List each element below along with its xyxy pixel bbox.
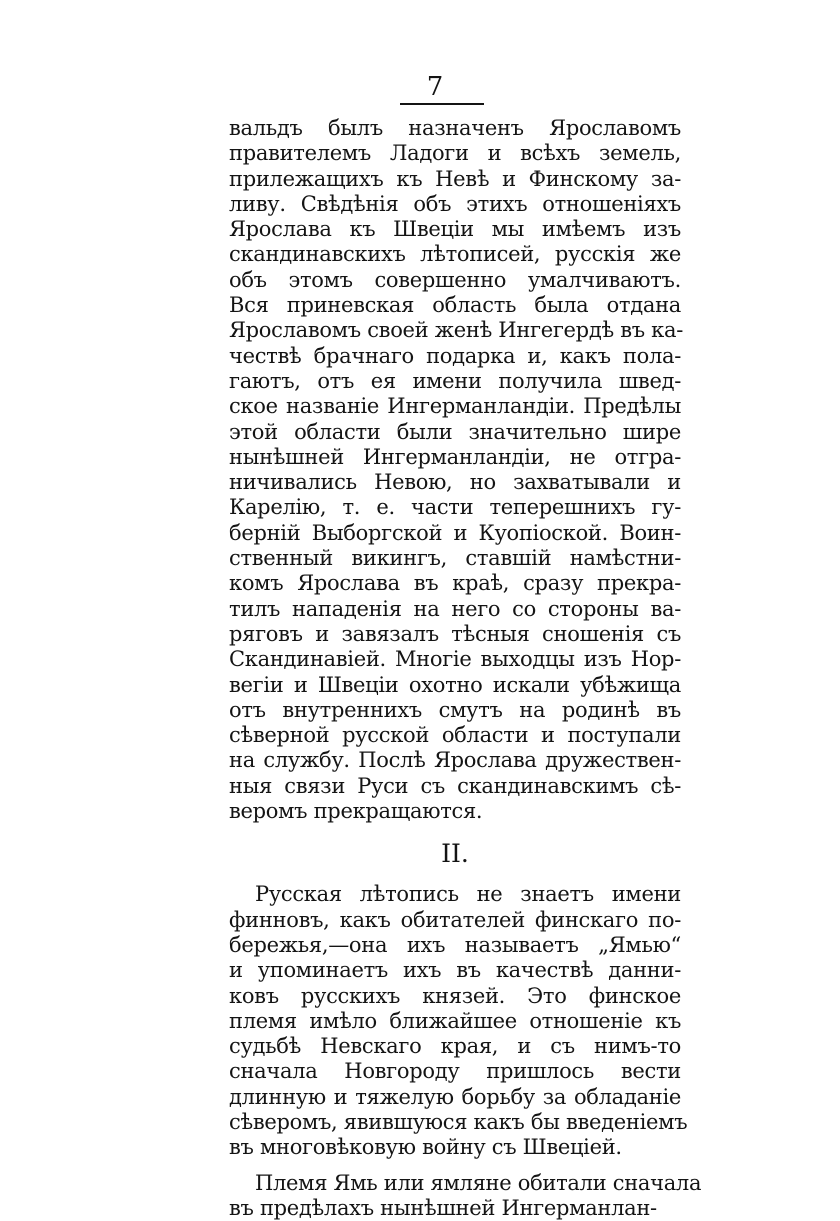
text-line: ское названіе Ингерманландіи. Предѣлы bbox=[229, 394, 681, 419]
paragraph-1 bbox=[229, 116, 681, 824]
header-rule bbox=[400, 103, 484, 105]
text-line: сначала Новгороду пришлось вести bbox=[229, 1059, 681, 1084]
text-column bbox=[229, 116, 702, 1221]
text-line: комъ Ярослава въ краѣ, сразу прекра- bbox=[229, 571, 681, 596]
text-line: судьбѣ Невскаго края, и съ нимъ-то bbox=[229, 1034, 681, 1059]
text-line: сѣверной русской области и поступали bbox=[229, 723, 681, 748]
text-line: на службу. Послѣ Ярослава дружествен- bbox=[229, 748, 681, 773]
text-line: берній Выборгской и Куопіоской. Воин- bbox=[229, 520, 681, 545]
text-line: сѣверомъ, явившуюся какъ бы введеніемъ bbox=[229, 1109, 688, 1134]
text-line: этой области были значительно шире bbox=[229, 419, 681, 444]
text-line: племя имѣло ближайшее отношеніе къ bbox=[229, 1008, 681, 1033]
text-line: Карелію, т. е. части теперешнихъ гу- bbox=[229, 495, 681, 520]
text-line: вальдъ былъ назначенъ Ярославомъ bbox=[229, 116, 681, 140]
paragraph-2 bbox=[229, 882, 688, 1160]
text-line: Ярославомъ своей женѣ Ингегердѣ въ ка- bbox=[229, 318, 683, 343]
text-line: чествѣ брачнаго подарка и, какъ пола- bbox=[229, 343, 681, 368]
text-line: гаютъ, отъ ея имени получила швед- bbox=[229, 368, 681, 393]
text-line: ряговъ и завязалъ тѣсныя сношенія съ bbox=[229, 621, 681, 646]
paragraph-3 bbox=[229, 1170, 702, 1221]
text-line: финновъ, какъ обитателей финскаго по- bbox=[229, 907, 681, 932]
text-line: вегіи и Швеціи охотно искали убѣжища bbox=[229, 672, 681, 697]
text-line: Ярослава къ Швеціи мы имѣемъ изъ bbox=[229, 217, 681, 242]
text-line: длинную и тяжелую борьбу за обладаніе bbox=[229, 1084, 681, 1109]
text-line: бережья,—она ихъ называетъ „Ямью“ bbox=[229, 932, 681, 957]
text-line: и упоминаетъ ихъ въ качествѣ данни- bbox=[229, 958, 681, 983]
text-line: тилъ нападенія на него со стороны ва- bbox=[229, 596, 681, 621]
text-line: ковъ русскихъ князей. Это финское bbox=[229, 983, 681, 1008]
text-line: нынѣшней Ингерманландіи, не отгра- bbox=[229, 444, 681, 469]
text-line: ныя связи Руси съ скандинавскимъ сѣ- bbox=[229, 773, 681, 798]
text-line: прилежащихъ къ Невѣ и Финскому за- bbox=[229, 166, 681, 191]
text-line: Русская лѣтопись не знаетъ имени bbox=[255, 882, 681, 907]
text-line: веромъ прекращаются. bbox=[229, 799, 483, 824]
text-line: отъ внутреннихъ смутъ на родинѣ въ bbox=[229, 697, 681, 722]
text-line: скандинавскихъ лѣтописей, русскія же bbox=[229, 242, 681, 267]
text-line: Скандинавіей. Многіе выходцы изъ Нор- bbox=[229, 647, 681, 672]
page-number: 7 bbox=[426, 72, 444, 102]
text-line: ственный викингъ, ставшій намѣстни- bbox=[229, 546, 681, 571]
text-line: Вся приневская область была отдана bbox=[229, 293, 681, 318]
section-heading: II. bbox=[441, 839, 469, 869]
text-line: объ этомъ совершенно умалчиваютъ. bbox=[229, 267, 681, 292]
text-line: правителемъ Ладоги и всѣхъ земель, bbox=[229, 141, 681, 166]
text-line: въ предѣлахъ нынѣшней Ингерманлан- bbox=[229, 1195, 657, 1220]
text-line: ничивались Невою, но захватывали и bbox=[229, 470, 681, 495]
text-line: въ многовѣковую войну съ Швеціей. bbox=[229, 1135, 622, 1160]
text-line: ливу. Свѣдѣнія объ этихъ отношеніяхъ bbox=[229, 191, 681, 216]
text-line: Племя Ямь или ямляне обитали сначала bbox=[255, 1170, 702, 1195]
